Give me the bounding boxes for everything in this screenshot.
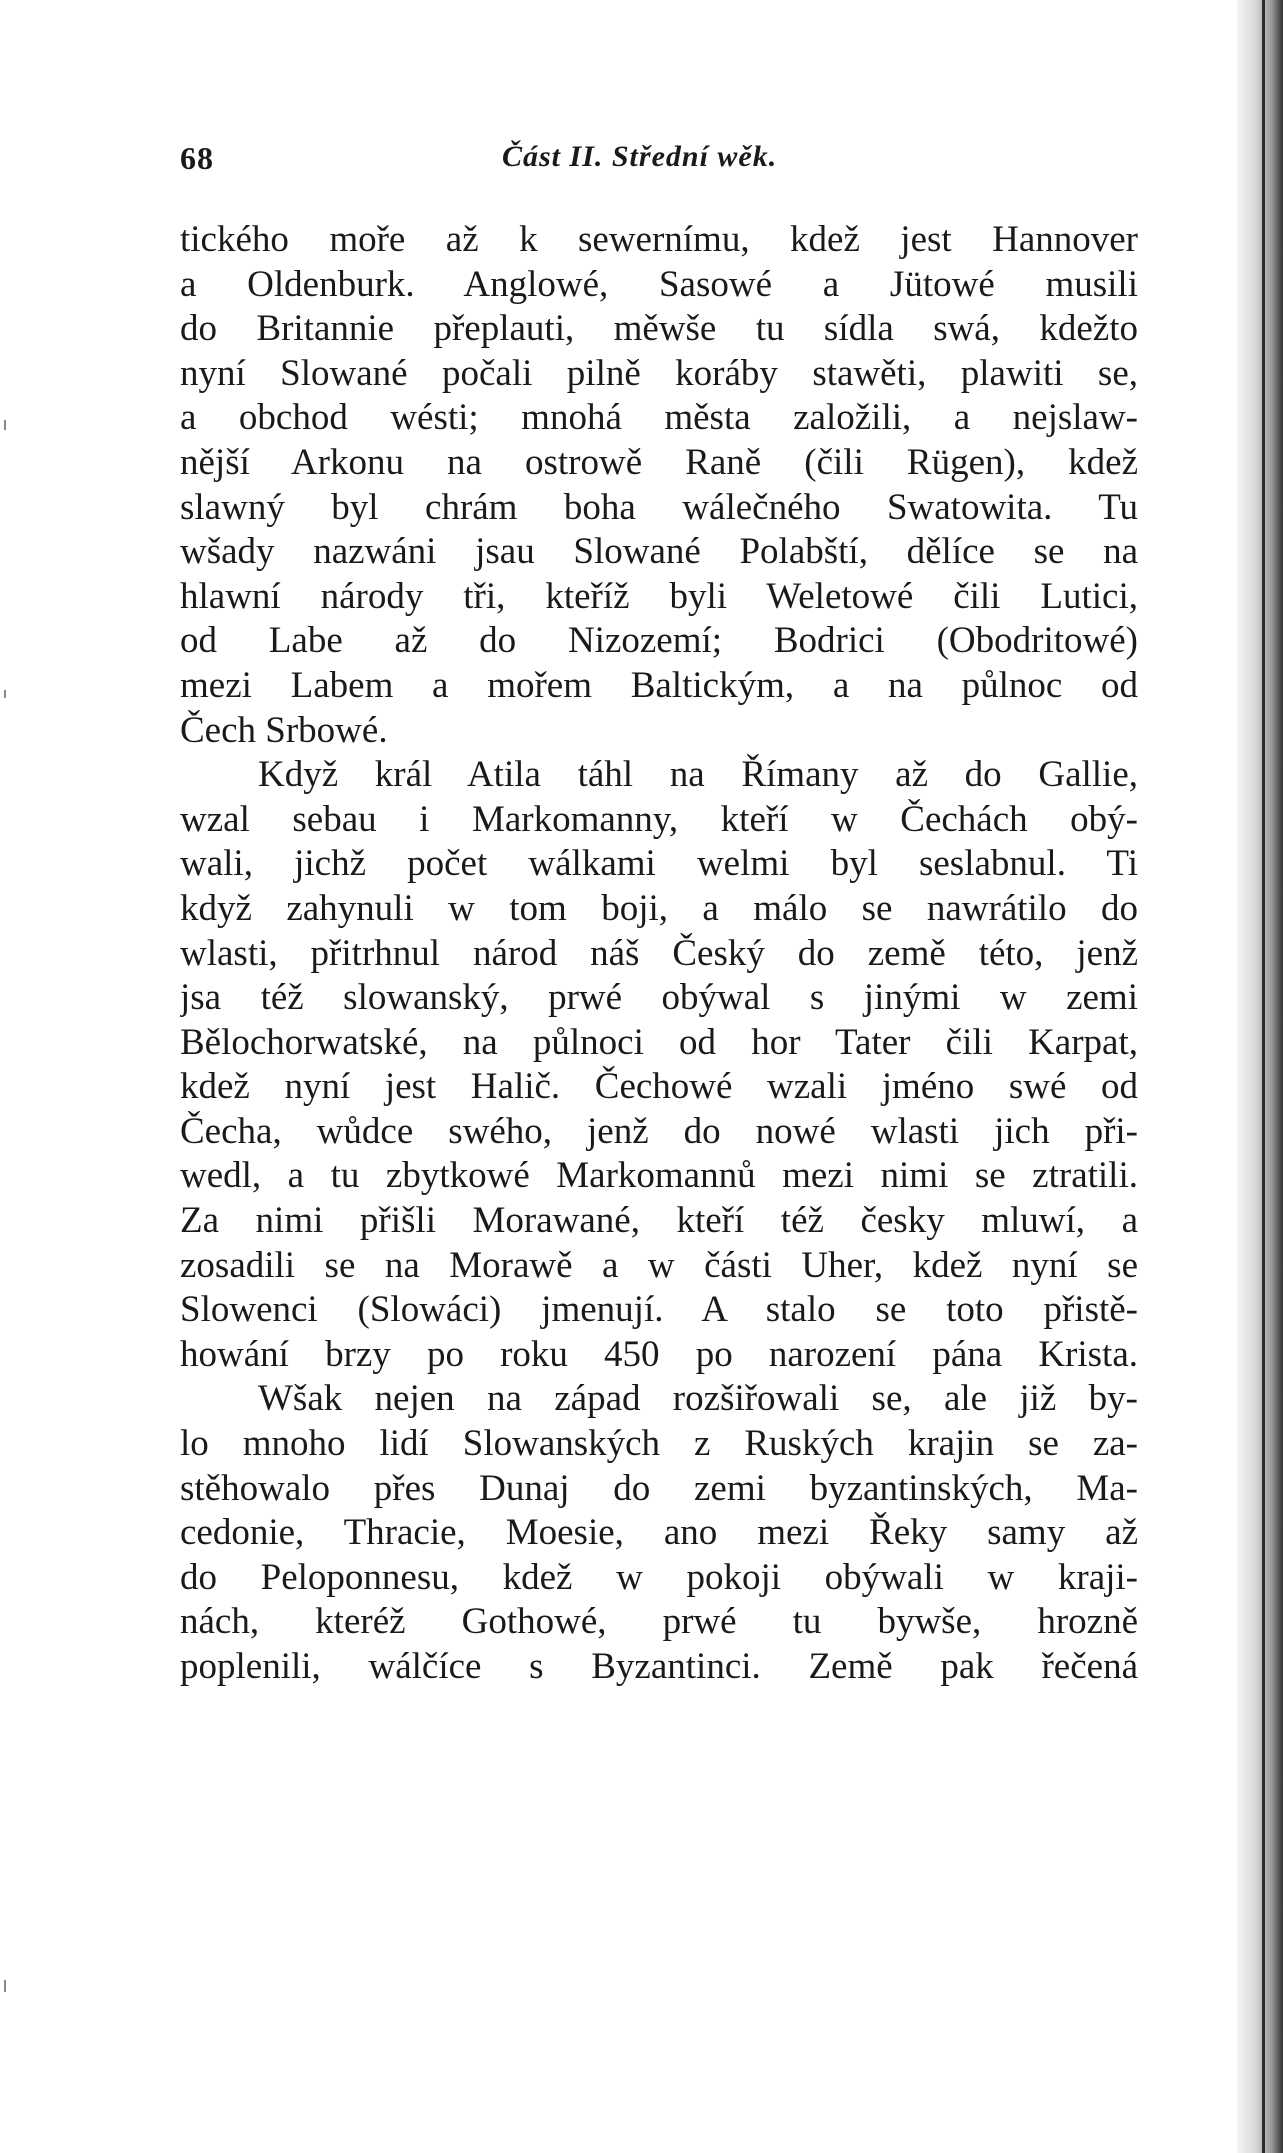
text-line: Wšak nejen na západ rozšiřowali se, ale již by- <box>258 1378 1138 1420</box>
text-line: Když král Atila táhl na Římany až do Gallie, <box>258 754 1138 796</box>
text-line: Čech Srbowé. <box>180 709 388 751</box>
running-head: Část II. Střední wěk. <box>502 140 778 173</box>
body-text <box>180 218 1138 1690</box>
scan-speck <box>4 420 6 430</box>
text-line: howání brzy po roku 450 po narození pána Krista. <box>180 1333 1138 1375</box>
text-line: nyní Slowané počali pilně koráby stawěti, plawiti se, <box>180 352 1138 394</box>
text-line: Čecha, wůdce swého, jenž do nowé wlasti jich při- <box>180 1110 1138 1152</box>
scan-speck <box>4 690 6 698</box>
text-line: nější Arkonu na ostrowě Raně (čili Rügen), kdež <box>180 441 1138 483</box>
text-line: kdež nyní jest Halič. Čechowé wzali jméno swé od <box>180 1066 1138 1108</box>
text-line: cedonie, Thracie, Moesie, ano mezi Řeky samy až <box>180 1512 1138 1554</box>
text-line: od Labe až do Nizozemí; Bodrici (Obodritowé) <box>180 620 1138 662</box>
text-line: když zahynuli w tom boji, a málo se nawrátilo do <box>180 887 1138 929</box>
page-edge-shadow <box>1237 0 1283 2153</box>
text-line: do Britannie přeplauti, měwše tu sídla swá, kdežto <box>180 308 1138 350</box>
text-line: zosadili se na Morawě a w části Uher, kdež nyní se <box>180 1244 1138 1286</box>
text-line: stěhowalo přes Dunaj do zemi byzantinských, Ma- <box>180 1467 1138 1509</box>
text-line: lo mnoho lidí Slowanských z Ruských krajin se za- <box>180 1423 1138 1465</box>
text-line: hlawní národy tři, kteříž byli Weletowé čili Lutici, <box>180 575 1138 617</box>
scan-speck <box>4 1980 6 1992</box>
text-line: jsa též slowanský, prwé obýwal s jinými w zemi <box>180 977 1138 1019</box>
text-line: Slowenci (Slowáci) jmenují. A stalo se toto přistě- <box>180 1289 1138 1331</box>
text-line: wlasti, přitrhnul národ náš Český do země této, jenž <box>180 932 1138 974</box>
text-line: wzal sebau i Markomanny, kteří w Čechách obý- <box>180 798 1138 840</box>
text-line: do Peloponnesu, kdež w pokoji obýwali w kraji- <box>180 1556 1138 1598</box>
text-line: wedl, a tu zbytkowé Markomannů mezi nimi se ztratili. <box>180 1155 1138 1197</box>
text-line: slawný byl chrám boha wálečného Swatowita. Tu <box>180 486 1138 528</box>
text-line: mezi Labem a mořem Baltickým, a na půlnoc od <box>180 664 1138 706</box>
text-line: tického moře až k sewernímu, kdež jest Hannover <box>180 219 1138 260</box>
text-line: a obchod wésti; mnohá města založili, a nejslaw- <box>180 397 1138 439</box>
page-number: 68 <box>180 140 214 176</box>
text-line: poplenili, wálčíce s Byzantinci. Země pak řečená <box>180 1646 1138 1687</box>
text-line: nách, kteréž Gothowé, prwé tu bywše, hrozně <box>180 1601 1138 1643</box>
text-line: Bělochorwatské, na půlnoci od hor Tater čili Karpat, <box>180 1021 1138 1063</box>
text-line: a Oldenburk. Anglowé, Sasowé a Jütowé musili <box>180 263 1138 305</box>
page-header <box>180 140 1140 184</box>
page-edge-line <box>1262 0 1265 2153</box>
text-line: wšady nazwáni jsau Slowané Polabští, dělíce se na <box>180 531 1138 573</box>
text-line: wali, jichž počet wálkami welmi byl seslabnul. Ti <box>180 843 1138 885</box>
text-line: Za nimi přišli Morawané, kteří též česky mluwí, a <box>180 1200 1138 1242</box>
